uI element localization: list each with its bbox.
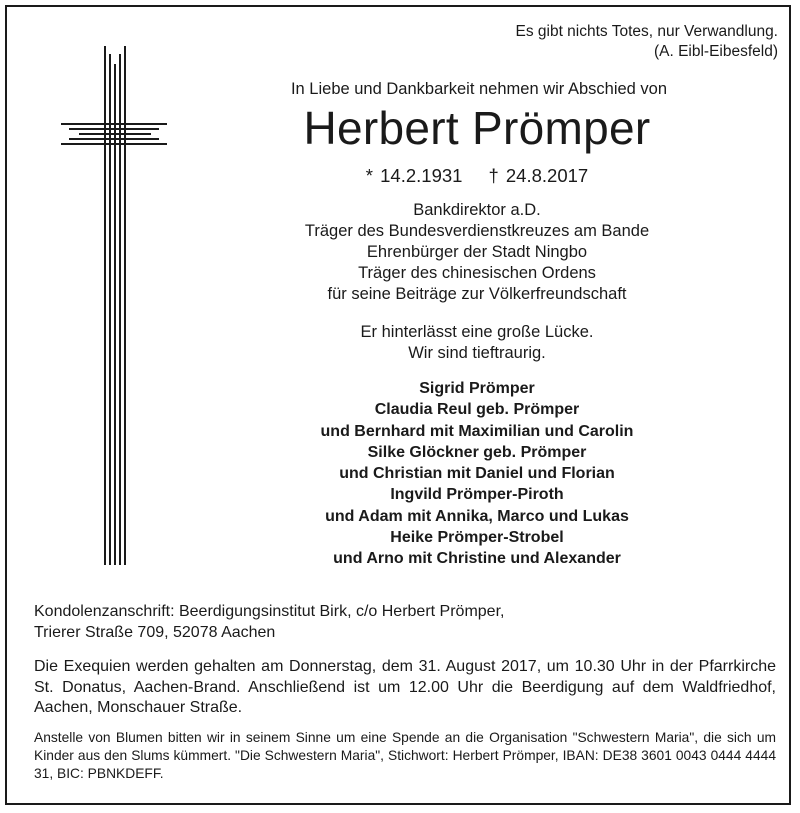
honorary-titles — [262, 200, 692, 305]
family-member: und Adam mit Annika, Marco und Lukas — [325, 507, 629, 525]
deceased-name: Herbert Prömper — [303, 102, 651, 154]
sorrow-line: Er hinterlässt eine große Lücke. — [360, 323, 594, 341]
donation-notice: Anstelle von Blumen bitten wir in seinem Sinne um eine Spende an die Organisation "Schwestern Maria", die sich um Kinder aus den Slums kümmert. "Die Schwestern Maria", Stichwort: Herbert Prömper, IBAN: DE38 3601 0043 0444 4444 31, BIC: PBNKDEFF. — [34, 730, 776, 781]
family-member: und Christian mit Daniel und Florian — [339, 465, 615, 483]
cross-icon — [55, 40, 175, 570]
intro-line — [0, 80, 800, 99]
title-line: Bankdirektor a.D. — [413, 201, 541, 219]
funeral-notice: Die Exequien werden gehalten am Donnerstag, dem 31. August 2017, um 10.30 Uhr in der Pfarrkirche St. Donatus, Aachen-Brand. Anschließend ist um 12.00 Uhr die Beerdigung auf dem Waldfriedhof, Aachen, Monschauer Straße. — [34, 658, 776, 716]
family-member: Silke Glöckner geb. Prömper — [367, 443, 587, 461]
life-dates — [262, 164, 692, 188]
death-date: † 24.8.2017 — [488, 165, 589, 186]
family-list — [262, 378, 692, 570]
birth-date: * 14.2.1931 — [365, 165, 463, 186]
title-line: Träger des Bundesverdienstkreuzes am Bande — [304, 222, 650, 240]
motto-author: (A. Eibl-Eibesfeld) — [653, 43, 778, 60]
sorrow-line: Wir sind tieftraurig. — [408, 344, 546, 362]
title-line: Ehrenbürger der Stadt Ningbo — [366, 243, 588, 261]
family-member: Claudia Reul geb. Prömper — [374, 401, 580, 419]
condolence-address — [34, 602, 776, 643]
family-member: und Bernhard mit Maximilian und Carolin — [320, 422, 634, 440]
title-line: Träger des chinesischen Ordens — [358, 264, 596, 282]
family-member: Heike Prömper-Strobel — [390, 529, 564, 547]
condolence-line: Kondolenzanschrift: Beerdigungsinstitut Birk, c/o Herbert Prömper, — [34, 603, 505, 620]
family-member: Sigrid Prömper — [419, 380, 535, 397]
title-line: für seine Beiträge zur Völkerfreundschaft — [327, 285, 627, 303]
intro-text: In Liebe und Dankbarkeit nehmen wir Abschied von — [290, 80, 668, 98]
condolence-line: Trierer Straße 709, 52078 Aachen — [34, 623, 276, 641]
sorrow-statement — [262, 322, 692, 364]
motto — [515, 22, 778, 62]
motto-quote: Es gibt nichts Totes, nur Verwandlung. — [515, 23, 778, 40]
family-member: und Arno mit Christine und Alexander — [333, 550, 621, 568]
family-member: Ingvild Prömper-Piroth — [390, 486, 564, 504]
